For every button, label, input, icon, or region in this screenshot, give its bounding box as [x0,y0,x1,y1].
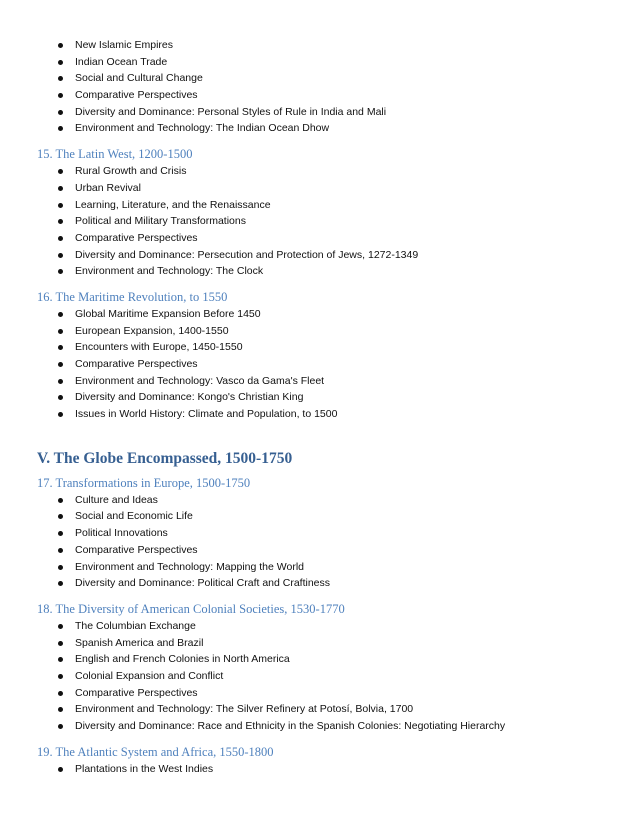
list-item [0,685,638,702]
list-item [0,508,638,525]
list-item-text: Comparative Perspectives [75,89,198,102]
bullet-icon [58,767,63,772]
chapter-18-heading: 18. The Diversity of American Colonial Societies, 1530-1770 [37,601,345,616]
part-5-heading: V. The Globe Encompassed, 1500-1750 [37,449,293,467]
bullet-icon [58,312,63,317]
list-item-text: English and French Colonies in North America [75,653,290,666]
list-item [0,339,638,356]
bullet-icon [58,43,63,48]
bullet-icon [58,110,63,115]
chapter-16-topic-list [0,306,638,423]
list-item [0,197,638,214]
bullet-icon [58,514,63,519]
bullet-icon [58,691,63,696]
list-item [0,120,638,137]
bullet-icon [58,362,63,367]
list-item [0,104,638,121]
bullet-icon [58,674,63,679]
list-item [0,70,638,87]
chapter-15-topic-list [0,163,638,280]
chapter-16-heading: 16. The Maritime Revolution, to 1550 [37,289,228,304]
bullet-icon [58,236,63,241]
list-item [0,761,638,778]
list-item [0,525,638,542]
list-item-text: Diversity and Dominance: Personal Styles of Rule in India and Mali [75,105,387,118]
bullet-icon [58,76,63,81]
bullet-icon [58,379,63,384]
list-item-text: Global Maritime Expansion Before 1450 [75,307,261,320]
list-item-text: Diversity and Dominance: Persecution and Protection of Jews, 1272-1349 [75,248,419,261]
list-item [0,651,638,668]
list-item-text: Culture and Ideas [75,493,158,506]
list-item [0,701,638,718]
list-item [0,37,638,54]
list-item [0,323,638,340]
bullet-icon [58,707,63,712]
chapter-14-topic-list [0,37,638,137]
list-item-text: Political Innovations [75,527,168,540]
list-item-text: Environment and Technology: The Clock [75,265,264,278]
list-item-text: New Islamic Empires [75,39,174,51]
bullet-icon [58,548,63,553]
bullet-icon [58,126,63,131]
list-item [0,263,638,280]
list-item [0,542,638,559]
list-item-text: Learning, Literature, and the Renaissance [75,198,271,211]
list-item [0,406,638,423]
list-item-text: Political and Military Transformations [75,215,246,228]
list-item-text: Encounters with Europe, 1450-1550 [75,341,243,354]
chapter-18-topic-list [0,618,638,735]
list-item-text: Issues in World History: Climate and Population, to 1500 [75,408,338,421]
list-item [0,306,638,323]
bullet-icon [58,724,63,729]
bullet-icon [58,624,63,629]
list-item [0,635,638,652]
list-item-text: Diversity and Dominance: Kongo's Christian King [75,391,304,404]
bullet-icon [58,186,63,191]
list-item-text: Comparative Perspectives [75,686,198,699]
list-item-text: Spanish America and Brazil [75,636,204,649]
list-item [0,213,638,230]
list-item-text: Indian Ocean Trade [75,55,168,68]
list-item [0,54,638,71]
bullet-icon [58,657,63,662]
list-item-text: Plantations in the West Indies [75,762,214,775]
list-item [0,230,638,247]
list-item-text: Environment and Technology: Mapping the World [75,560,305,573]
list-item-text: The Columbian Exchange [75,619,196,632]
list-item-text: Comparative Perspectives [75,358,198,370]
chapter-19-heading: 19. The Atlantic System and Africa, 1550-1800 [37,744,274,759]
bullet-icon [58,329,63,334]
bullet-icon [58,565,63,570]
bullet-icon [58,412,63,417]
list-item-text: Colonial Expansion and Conflict [75,669,224,682]
list-item [0,163,638,180]
list-item-text: Diversity and Dominance: Political Craft and Craftiness [75,577,331,590]
chapter-17-heading: 17. Transformations in Europe, 1500-1750 [37,475,251,490]
bullet-icon [58,531,63,536]
list-item [0,718,638,735]
list-item [0,618,638,635]
bullet-icon [58,395,63,400]
chapter-17-topic-list [0,492,638,592]
list-item-text: Rural Growth and Crisis [75,165,187,178]
list-item [0,247,638,264]
bullet-icon [58,269,63,274]
list-item [0,389,638,406]
list-item-text: Environment and Technology: The Indian Ocean Dhow [75,122,330,135]
list-item [0,559,638,576]
bullet-icon [58,641,63,646]
bullet-icon [58,169,63,174]
list-item-text: Social and Economic Life [75,510,193,523]
list-item [0,356,638,373]
list-item-text: Social and Cultural Change [75,72,203,85]
bullet-icon [58,345,63,350]
list-item-text: Diversity and Dominance: Race and Ethnicity in the Spanish Colonies: Negotiating Hierarchy [75,720,506,732]
bullet-icon [58,253,63,258]
list-item-text: Environment and Technology: The Silver Refinery at Potosí, Bolvia, 1700 [75,703,414,716]
list-item-text: Urban Revival [75,181,141,194]
list-item [0,575,638,592]
list-item [0,373,638,390]
list-item-text: Comparative Perspectives [75,543,198,556]
chapter-15-heading: 15. The Latin West, 1200-1500 [37,147,193,162]
list-item-text: European Expansion, 1400-1550 [75,324,229,337]
bullet-icon [58,581,63,586]
list-item [0,668,638,685]
list-item [0,492,638,509]
bullet-icon [58,93,63,98]
list-item-text: Comparative Perspectives [75,231,198,244]
bullet-icon [58,219,63,224]
bullet-icon [58,60,63,65]
chapter-19-topic-list [0,761,638,778]
list-item-text: Environment and Technology: Vasco da Gama's Fleet [75,374,325,387]
list-item [0,180,638,197]
bullet-icon [58,498,63,503]
list-item [0,87,638,104]
bullet-icon [58,203,63,208]
